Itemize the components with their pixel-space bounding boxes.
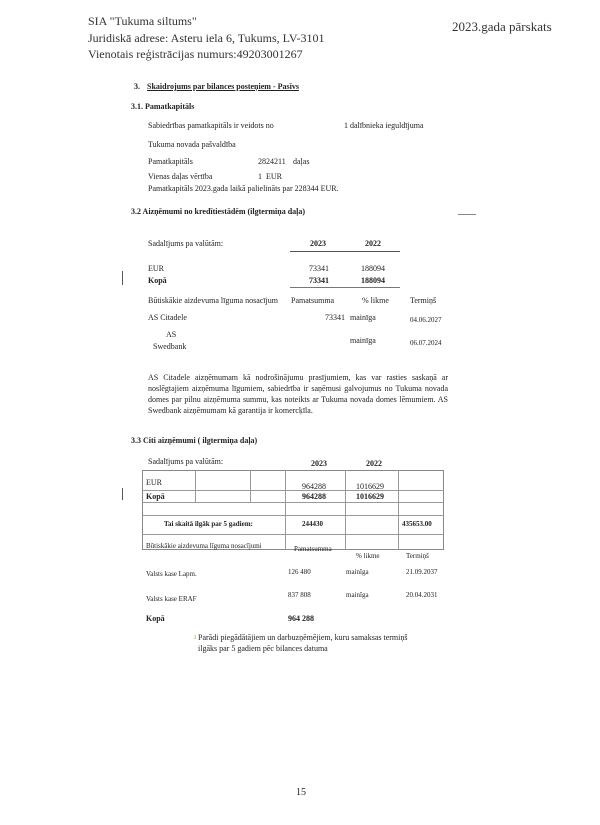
section-number: 3. [134, 82, 140, 91]
loan-swedbank-rate: mainīga [350, 336, 376, 345]
s31-owner: Tukuma novada pašvaldība [148, 140, 236, 149]
s32-terms-amount: Pamatsumma [291, 296, 335, 305]
s33-over5-v1: 244430 [302, 520, 323, 528]
capital-unit: daļas [293, 157, 310, 166]
loan-citadele-name: AS Citadele [148, 313, 187, 322]
loan-lapm-amount: 126 480 [288, 568, 311, 576]
company-address: Juridiskā adrese: Asteru iela 6, Tukums, LV-3101 [88, 31, 325, 45]
loan-citadele-term: 04.06.2027 [410, 316, 442, 324]
margin-mark-2 [122, 488, 123, 500]
s33-terms-amount: Pamatsumma [294, 545, 332, 553]
s32-row-label: EUR [148, 264, 164, 273]
section-title: Skaidrojums par bilances posteņiem - Pasīvs [147, 82, 299, 91]
s33-terms-label: Būtiskākie aizdevuma līguma nosacījumi [146, 542, 262, 550]
company-registration: Vienotais reģistrācijas numurs:49203001267 [88, 47, 303, 61]
s33-total-v1: 964288 [302, 492, 326, 501]
s32-terms-term: Termiņš [410, 296, 437, 305]
loan-eraf-term: 20.04.2031 [406, 591, 438, 599]
loan-swedbank-name1: AS [166, 330, 177, 339]
s32-year-2022: 2022 [365, 239, 381, 248]
loan-swedbank-name2: Swedbank [153, 342, 187, 351]
s33-heading: 3.3 Citi aizņēmumi ( ilgtermiņa daļa) [131, 436, 258, 445]
s33-currency-label: Sadalījums pa valūtām: [148, 457, 224, 466]
footnote-line1: Parādi piegādātājiem un darbuzņēmējiem, kuru samaksas termiņš [198, 633, 408, 642]
s32-currency-label: Sadalījums pa valūtām: [148, 239, 224, 248]
s33-over5-label: Tai skaitā ilgāk par 5 gadiem: [164, 520, 253, 528]
page-number: 15 [296, 787, 306, 798]
share-unit: EUR [266, 172, 282, 181]
s32-year-2023: 2023 [310, 239, 326, 248]
s32-total-v2: 188094 [361, 276, 385, 285]
s33-total-label: Kopā [146, 492, 165, 501]
loan-citadele-rate: mainīga [350, 313, 376, 322]
company-name: SIA "Tukuma siltums" [88, 14, 197, 28]
s32-heading: 3.2 Aizņēmumi no kredītiestādēm (ilgtermiņa daļa) [131, 207, 306, 216]
s31-line1-right: 1 dalībnieka ieguldījuma [344, 121, 424, 130]
s32-total-v1: 73341 [309, 276, 329, 285]
s33-year-2023: 2023 [311, 459, 327, 468]
loan-eraf-amount: 837 808 [288, 591, 311, 599]
s33-row-v2: 1016629 [356, 482, 384, 491]
s32-total-rule [290, 287, 400, 288]
s32-header-rule [290, 251, 400, 252]
s33-terms-rate: % likme [356, 552, 380, 560]
s33-row-v1: 964288 [302, 482, 326, 491]
capital-value: 2824211 [258, 157, 286, 166]
share-label: Vienas daļas vērtība [148, 172, 213, 181]
capital-label: Pamatkapitāls [148, 157, 193, 166]
s32-note: AS Citadele aizņēmumam kā nodrošinājumu prasījumiem, kas var rasties saskaņā ar noslēgtajiem aizņēmuma līgumiem, sabiedrība ir saņēmusi galvojumus no Tukuma novada domes par pilnu aizņēmuma summu, kas noteikts ar Tukuma novada domes lēmumiem. AS Swedbank aizņēmumam kā garantija ir komercķīla. [148, 373, 448, 415]
s33-row-label: EUR [146, 478, 162, 487]
loan-eraf-rate: mainīga [346, 591, 369, 599]
loan-swedbank-term: 06.07.2024 [410, 339, 442, 347]
s32-terms-rate: % likme [362, 296, 389, 305]
s33-total-v2: 1016629 [356, 492, 384, 501]
s32-row-v1: 73341 [309, 264, 329, 273]
capital-increase: Pamatkapitāls 2023.gada laikā palielināts par 228344 EUR. [148, 184, 339, 193]
s33-terms-term: Termiņš [406, 552, 429, 560]
loan-lapm-name: Valsts kase Lapm. [146, 570, 197, 578]
s33-over5-v2: 435653.00 [402, 520, 432, 528]
loan-lapm-rate: mainīga [346, 568, 369, 576]
loan-lapm-term: 21.09.2037 [406, 568, 438, 576]
s33-loans-total-value: 964 288 [288, 614, 314, 623]
s33-loans-total-label: Kopā [146, 614, 165, 623]
s32-terms-label: Būtiskākie aizdevuma līguma nosacījum [148, 296, 278, 305]
loan-eraf-name: Valsts kase ERAF [146, 595, 197, 603]
loan-citadele-amount: 73341 [325, 313, 345, 322]
share-value: 1 [258, 172, 262, 181]
s33-year-2022: 2022 [366, 459, 382, 468]
s31-line1: Sabiedrības pamatkapitāls ir veidots no [148, 121, 274, 130]
s32-total-label: Kopā [148, 276, 167, 285]
s32-row-v2: 188094 [361, 264, 385, 273]
footnote-line2: ilgāks par 5 gadiem pēc bilances datuma [198, 644, 328, 653]
s31-heading: 3.1. Pamatkapitāls [131, 102, 195, 111]
margin-mark [122, 271, 123, 285]
footnote-mark: ı [194, 632, 197, 641]
report-title: 2023.gada pārskats [452, 19, 552, 34]
